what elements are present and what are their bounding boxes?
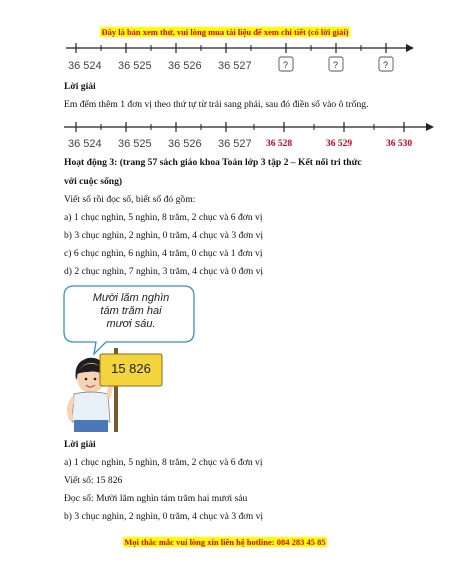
- solution-heading: Lời giải: [64, 439, 96, 450]
- list-item: c) 6 chục nghìn, 6 nghìn, 4 trăm, 0 chục và 1 đơn vị: [64, 248, 263, 259]
- tick-label: 36 524: [68, 138, 102, 150]
- tick-label: 36 527: [218, 138, 252, 150]
- solution-line: b) 3 chục nghìn, 2 nghìn, 0 trăm, 4 chục và 3 đơn vị: [64, 511, 264, 522]
- preview-banner: [0, 27, 450, 37]
- activity-instruction: Viết số rồi đọc số, biết số đó gồm:: [64, 194, 196, 205]
- list-item: d) 2 chục nghìn, 7 nghìn, 3 trăm, 4 chục và 0 đơn vị: [64, 266, 264, 277]
- speech-line: tám trăm hai: [100, 305, 162, 317]
- solution-line: Đọc số: Mười lăm nghìn tám trăm hai mươi sáu: [64, 493, 248, 504]
- unknown-mark: ?: [333, 60, 339, 70]
- hotline-banner-text: Mọi thắc mắc vui lòng xin liên hệ hotline: 084 283 45 85: [124, 537, 326, 547]
- answer-label: 36 529: [326, 139, 353, 149]
- sign-number: 15 826: [111, 361, 151, 376]
- list-item: a) 1 chục nghìn, 5 nghìn, 8 trăm, 2 chục và 6 đơn vị: [64, 212, 263, 223]
- answer-label: 36 530: [386, 139, 413, 149]
- unknown-mark: ?: [383, 60, 389, 70]
- solution-explanation: Em đếm thêm 1 đơn vị theo thứ tự từ trái sang phải, sau đó điền số vào ô trống.: [64, 99, 369, 110]
- tick-label: 36 526: [168, 138, 202, 150]
- speech-line: Mười lăm nghìn: [92, 292, 170, 304]
- solution-line: a) 1 chục nghìn, 5 nghìn, 8 trăm, 2 chục và 6 đơn vị: [64, 457, 263, 468]
- speech-bubble-text: [76, 292, 186, 331]
- activity-heading-cont: với cuộc sống): [64, 176, 123, 187]
- solution-line: Viết số: 15 826: [64, 475, 123, 486]
- activity-heading: Hoạt động 3: (trang 57 sách giáo khoa Toán lớp 3 tập 2 – Kết nối tri thức: [64, 157, 362, 168]
- tick-label: 36 525: [118, 60, 152, 72]
- unknown-mark: ?: [283, 60, 289, 70]
- number-line-answer: [58, 117, 438, 153]
- hotline-banner: [0, 537, 450, 547]
- preview-banner-text: Đây là bản xem thử, vui lòng mua tài liệu để xem chi tiết (có lời giải): [101, 27, 349, 37]
- tick-label: 36 527: [218, 60, 252, 72]
- answer-label: 36 528: [266, 139, 293, 149]
- tick-label: 36 526: [168, 60, 202, 72]
- tick-label: 36 525: [118, 138, 152, 150]
- solution-heading: Lời giải: [64, 81, 96, 92]
- tick-label: 36 524: [68, 60, 102, 72]
- number-line-arrow: [406, 44, 414, 52]
- speech-line: mươi sáu.: [106, 318, 156, 330]
- number-line-arrow: [426, 123, 434, 131]
- number-line-question: [60, 38, 420, 78]
- list-item: b) 3 chục nghìn, 2 nghìn, 0 trăm, 4 chục và 3 đơn vị: [64, 230, 264, 241]
